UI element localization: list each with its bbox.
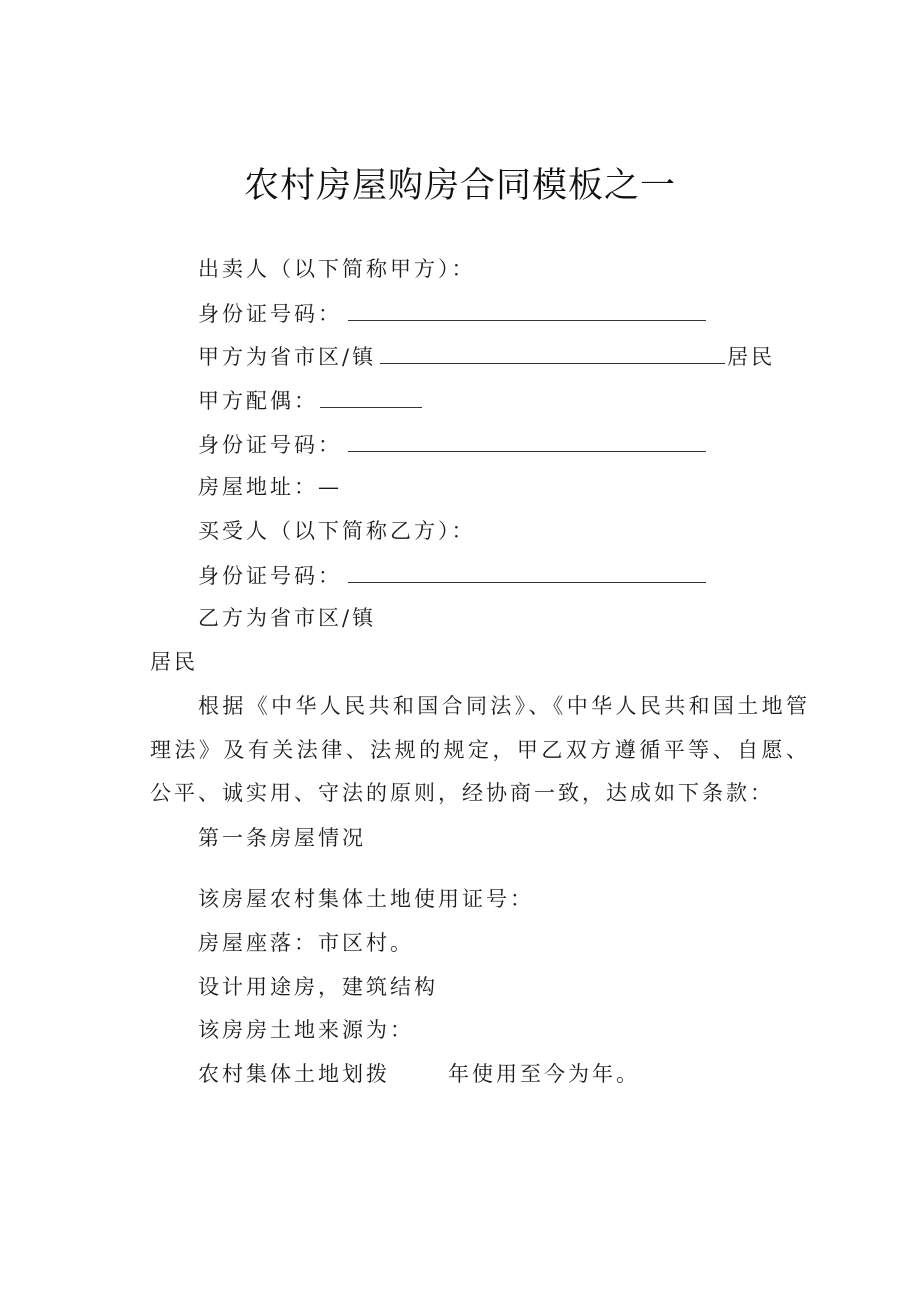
spouse-label: 甲方配偶：: [198, 389, 318, 413]
preamble-paragraph: 根据《中华人民共和国合同法》、《中华人民共和国土地管理法》及有关法律、法规的规定，甲乙双方遵循平等、自愿、公平、诚实用、守法的原则，经协商一致，达成如下条款：: [150, 694, 810, 805]
seller-id-blank: [348, 298, 706, 321]
buyer-resident: 居民: [150, 650, 198, 674]
seller-label: 出卖人（以下简称甲方）：: [198, 257, 476, 281]
buyer-id-line: [198, 560, 706, 591]
seller-region-prefix: 甲方为省市区/镇: [198, 345, 377, 369]
seller-id-line: [198, 298, 706, 329]
land-allocation-line: [198, 1059, 640, 1089]
buyer-id-blank: [348, 560, 706, 583]
spouse-line: [198, 385, 422, 416]
land-cert-label: 该房屋农村集体土地使用证号：: [198, 887, 534, 911]
seller-resident-suffix: 居民: [727, 345, 776, 369]
buyer-label: 买受人（以下简称乙方）：: [198, 519, 476, 543]
spouse-id-blank: [348, 429, 706, 452]
land-source-label: 该房房土地来源为：: [198, 1018, 414, 1042]
article1-title: 第一条房屋情况: [198, 826, 366, 850]
seller-id-label: 身份证号码：: [198, 302, 342, 326]
land-allocation-part1: 农村集体土地划拨: [198, 1062, 390, 1086]
spouse-blank: [320, 385, 422, 408]
seller-region-blank: [380, 341, 725, 364]
buyer-region-prefix: 乙方为省市区/镇: [198, 606, 377, 630]
seller-region-line: [198, 341, 775, 372]
land-allocation-part2: 年使用至今为年。: [448, 1062, 640, 1086]
house-address-label: 房屋地址：—: [198, 475, 342, 499]
spouse-id-line: [198, 429, 706, 460]
buyer-id-label: 身份证号码：: [198, 564, 342, 588]
spouse-id-label: 身份证号码：: [198, 433, 342, 457]
location-label: 房屋座落：市区村。: [198, 931, 414, 955]
design-usage: 设计用途房，建筑结构: [198, 975, 438, 999]
document-title: 农村房屋购房合同模板之一: [243, 166, 676, 206]
